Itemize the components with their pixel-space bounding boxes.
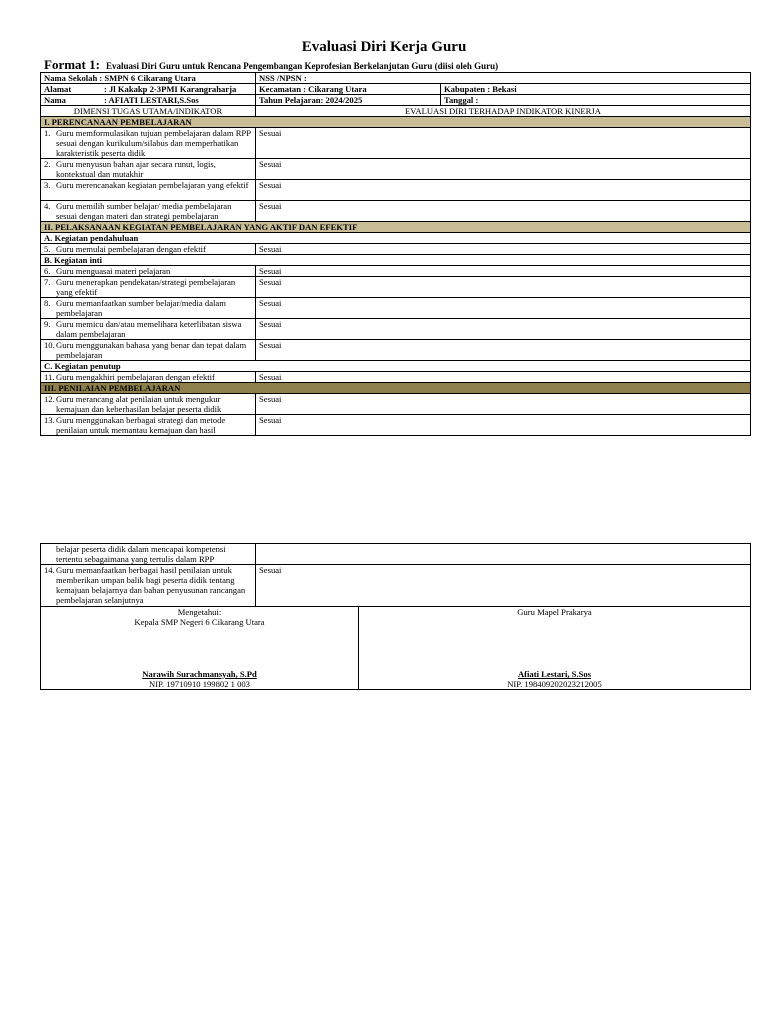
section-penilaian: III. PENILAIAN PEMBELAJARAN: [41, 383, 751, 394]
column-header-indicator: DIMENSI TUGAS UTAMA/INDIKATOR: [41, 106, 256, 117]
table-row: [41, 277, 751, 298]
principal-nip: NIP. 19710910 199802 1 003: [149, 679, 250, 689]
item-number: 7.: [44, 277, 51, 287]
table-row: [41, 319, 751, 340]
indicator-cell: [41, 544, 256, 565]
item-text: Guru menguasai materi pelajaran: [56, 266, 171, 276]
item-text: Guru merencanakan kegiatan pembelajaran yang efektif: [56, 180, 249, 190]
indicator-cell: [41, 266, 256, 277]
teacher-name: Afiati Lestari, S.Sos: [517, 669, 592, 679]
name-label: Nama: [44, 95, 66, 105]
evaluation-cell: Sesuai: [256, 340, 751, 361]
nss-npsn: NSS /NPSN :: [256, 73, 751, 84]
subsection-row: [41, 255, 751, 266]
header-row-name: [41, 95, 751, 106]
subsection-row: [41, 361, 751, 372]
teacher-title: Guru Mapel Prakarya: [517, 607, 592, 617]
item-text: Guru menggunakan berbagai strategi dan metode penilaian untuk memantau kemajuan dan hasil: [56, 415, 226, 435]
evaluation-cell: Sesuai: [256, 180, 751, 201]
format-label: Format 1:: [44, 57, 100, 72]
address-value: : Jl Kakakp 2-3PMI Karangraharja: [104, 84, 237, 94]
item-number: 12.: [44, 394, 55, 404]
evaluation-table-continued: [40, 543, 751, 607]
table-row: [41, 372, 751, 383]
evaluation-cell: Sesuai: [256, 372, 751, 383]
indicator-cell: [41, 128, 256, 159]
indicator-cell: [41, 180, 256, 201]
teacher-nip: NIP. 198409202023212005: [507, 679, 602, 689]
signature-principal: [41, 607, 359, 690]
table-row: [41, 298, 751, 319]
document-title: Evaluasi Diri Kerja Guru: [301, 39, 467, 55]
table-row: [41, 128, 751, 159]
table-row: [41, 266, 751, 277]
column-header-row: [41, 106, 751, 117]
evaluation-cell: Sesuai: [256, 298, 751, 319]
name-cell: [41, 95, 256, 106]
section-pelaksanaan: II. PELAKSANAAN KEGIATAN PEMBELAJARAN YANG AKTIF DAN EFEKTIF: [41, 222, 751, 233]
item-number: 10.: [44, 340, 55, 350]
subsection-pendahuluan: A. Kegiatan pendahuluan: [41, 233, 751, 244]
item-text: Guru mengakhiri pembelajaran dengan efektif: [56, 372, 215, 382]
item-text: Guru memanfaatkan berbagai hasil penilaian untuk memberikan umpan balik bagi peserta didik tentang kemajuan belajarnya dan bahan penyusunan rancangan pembelajaran selanjutnya: [56, 565, 246, 605]
evaluation-cell: Sesuai: [256, 244, 751, 255]
evaluation-cell: Sesuai: [256, 319, 751, 340]
indicator-cell: [41, 565, 256, 607]
item-number: 13.: [44, 415, 55, 425]
item-text: Guru menggunakan bahasa yang benar dan tepat dalam pembelajaran: [56, 340, 247, 360]
item-number: 8.: [44, 298, 51, 308]
item-number: 5.: [44, 244, 51, 254]
item-text: Guru memanfaatkan sumber belajar/media dalam pembelajaran: [56, 298, 226, 318]
subsection-inti: B. Kegiatan inti: [41, 255, 751, 266]
evaluation-cell: [256, 544, 751, 565]
evaluation-cell: Sesuai: [256, 394, 751, 415]
tanggal: Tanggal :: [441, 95, 751, 106]
format-description: Evaluasi Diri Guru untuk Rencana Pengembangan Keprofesian Berkelanjutan Guru (diisi oleh Guru): [105, 61, 499, 71]
item-number: 6.: [44, 266, 51, 276]
indicator-cell: [41, 372, 256, 383]
indicator-cell: [41, 298, 256, 319]
item-text-continued: belajar peserta didik dalam mencapai kompetensi tertentu sebagaimana yang tertulis dalam RPP: [56, 544, 226, 564]
signature-teacher: [359, 607, 751, 690]
evaluation-table: [40, 72, 751, 436]
evaluation-cell: Sesuai: [256, 201, 751, 222]
table-row: [41, 201, 751, 222]
item-number: 11.: [44, 372, 55, 382]
indicator-cell: [41, 277, 256, 298]
principal-title: Kepala SMP Negeri 6 Cikarang Utara: [134, 617, 265, 627]
column-header-evaluation: EVALUASI DIRI TERHADAP INDIKATOR KINERJA: [256, 106, 751, 117]
evaluation-cell: Sesuai: [256, 565, 751, 607]
item-text: Guru memilih sumber belajar/ media pembelajaran sesuai dengan materi dan strategi pembelajaran: [56, 201, 232, 221]
item-text: Guru memulai pembelajaran dengan efektif: [56, 244, 206, 254]
item-number: 3.: [44, 180, 51, 190]
item-number: 1.: [44, 128, 51, 138]
indicator-cell: [41, 415, 256, 436]
table-row: [41, 180, 751, 201]
item-number: 2.: [44, 159, 51, 169]
table-row: [41, 244, 751, 255]
item-text: Guru memicu dan/atau memelihara keterlibatan siswa dalam pembelajaran: [56, 319, 242, 339]
table-row: [41, 340, 751, 361]
table-row: [41, 415, 751, 436]
indicator-cell: [41, 159, 256, 180]
kecamatan: Kecamatan : Cikarang Utara: [256, 84, 441, 95]
item-number: 9.: [44, 319, 51, 329]
evaluation-cell: Sesuai: [256, 415, 751, 436]
evaluation-cell: Sesuai: [256, 266, 751, 277]
item-text: Guru menyusun bahan ajar secara runut, logis, kontekstual dan mutakhir: [56, 159, 216, 179]
item-text: Guru menerapkan pendekatan/strategi pembelajaran yang efektif: [56, 277, 236, 297]
section-row: [41, 383, 751, 394]
evaluation-cell: Sesuai: [256, 159, 751, 180]
header-row-school: [41, 73, 751, 84]
indicator-cell: [41, 394, 256, 415]
principal-name: Narawih Surachmansyah, S.Pd: [142, 669, 257, 679]
table-row: [41, 159, 751, 180]
signature-table: [40, 606, 751, 690]
acknowledged-label: Mengetahui:: [177, 607, 222, 617]
table-row: [41, 394, 751, 415]
indicator-cell: [41, 340, 256, 361]
item-number: 14.: [44, 565, 55, 575]
item-text: Guru merancang alat penilaian untuk mengukur kemajuan dan keberhasilan belajar peserta didik: [56, 394, 222, 414]
evaluation-cell: Sesuai: [256, 128, 751, 159]
format-line: [44, 57, 498, 73]
kabupaten: Kabupaten : Bekasi: [441, 84, 751, 95]
subsection-penutup: C. Kegiatan penutup: [41, 361, 751, 372]
indicator-cell: [41, 244, 256, 255]
table-row: [41, 565, 751, 607]
name-value: : AFIATI LESTARI,S.Sos: [104, 95, 199, 105]
evaluation-cell: Sesuai: [256, 277, 751, 298]
school-name: Nama Sekolah : SMPN 6 Cikarang Utara: [41, 73, 256, 84]
indicator-cell: [41, 319, 256, 340]
subsection-row: [41, 233, 751, 244]
header-row-address: [41, 84, 751, 95]
address-label: Alamat: [44, 84, 72, 94]
item-number: 4.: [44, 201, 51, 211]
section-perencanaan: I. PERENCANAAN PEMBELAJARAN: [41, 117, 751, 128]
section-row: [41, 117, 751, 128]
table-row: [41, 544, 751, 565]
tahun-pelajaran: Tahun Pelajaran: 2024/2025: [256, 95, 441, 106]
item-text: Guru memformulasikan tujuan pembelajaran dalam RPP sesuai dengan kurikulum/silabus dan memperhatikan karakteristik peserta didik: [56, 128, 251, 158]
address-cell: [41, 84, 256, 95]
indicator-cell: [41, 201, 256, 222]
section-row: [41, 222, 751, 233]
